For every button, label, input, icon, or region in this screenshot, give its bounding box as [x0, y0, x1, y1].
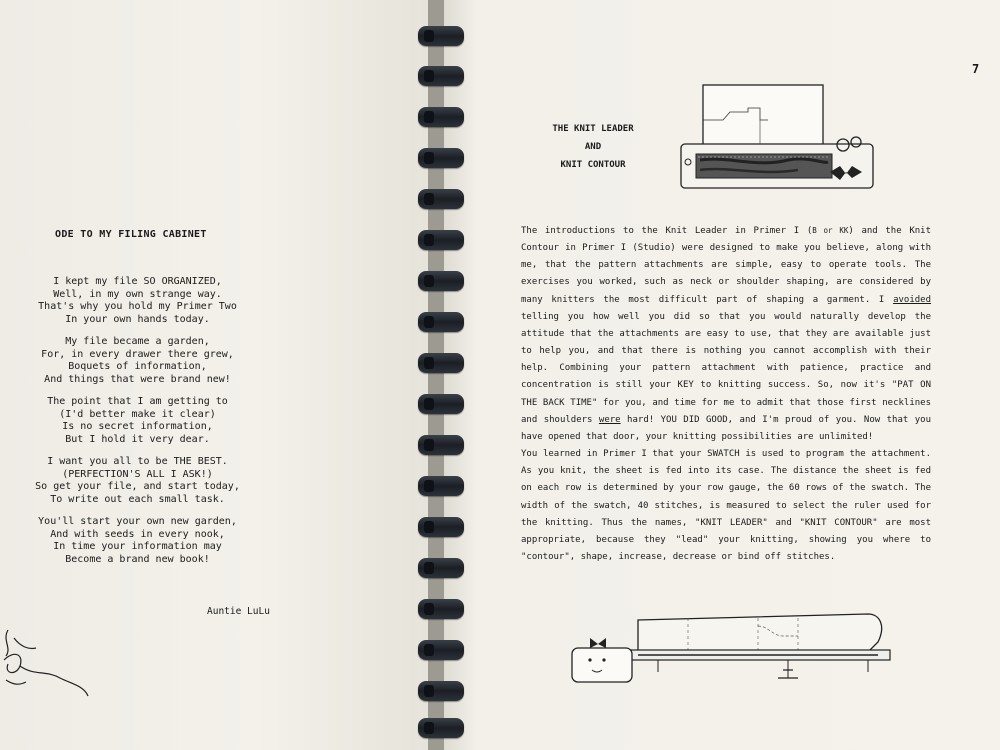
poem-title: ODE TO MY FILING CABINET — [55, 229, 207, 240]
poem-line: Well, in my own strange way. — [53, 288, 222, 300]
paragraph: You learned in Primer I that your SWATCH is used to program the attachment. As you knit, the sheet is fed into its case. The distance the sheet is fed on each row is determined by your row gauge, the 60 rows of the swatch. The width of the swatch, 40 stitches, is measured to select the ruler used for the knitting. Thus the names, "KNIT LEADER" and "KNIT CONTOUR" are most appropriate, because they "lead" your knitting, showing you where to "contour", shape, increase, decrease or bind off stitches. — [521, 449, 931, 562]
poem-line: And things that were brand new! — [44, 373, 231, 385]
poem-line: My file became a garden, — [65, 336, 210, 347]
spiral-coil — [418, 435, 464, 455]
poem-stanza — [10, 456, 265, 506]
spiral-coil — [418, 230, 464, 250]
poem-line: That's why you hold my Primer Two — [38, 301, 237, 312]
knit-contour-illustration — [568, 612, 898, 692]
poem-stanza — [10, 276, 265, 326]
poem-line: For, in every drawer there grew, — [41, 348, 234, 360]
body-text — [521, 222, 931, 566]
spiral-coil — [418, 476, 464, 496]
spiral-coil — [418, 148, 464, 168]
spiral-coil — [418, 681, 464, 701]
poem-line: Is no secret information, — [62, 421, 213, 432]
poem-line: But I hold it very dear. — [65, 433, 210, 445]
model-label: B or KK — [812, 226, 849, 235]
poem-line: I kept my file SO ORGANIZED, — [53, 276, 222, 287]
poem-line: Become a brand new book! — [65, 553, 210, 565]
poem — [10, 276, 265, 576]
poem-author: Auntie LuLu — [207, 606, 270, 617]
page-number: 7 — [972, 62, 980, 76]
poem-line: (PERFECTION'S ALL I ASK!) — [62, 468, 213, 480]
section-heading — [538, 120, 648, 174]
knit-leader-illustration — [678, 80, 888, 195]
spiral-coil — [418, 640, 464, 660]
spiral-coil — [418, 26, 464, 46]
spiral-coil — [418, 353, 464, 373]
heading-line: AND — [584, 142, 602, 152]
paragraph: The introductions to the Knit Leader in Primer I (B or KK) and the Knit Contour in Primer I (Studio) were designed to make you believe, along with me, that the pattern attachments are simple, easy to operate tools. The exercises you worked, such as neck or shoulder shaping, are considered by many knitters the most difficult part of shaping a garment. I avoided telling you how well you did so that you would naturally develop the attitude that the attachments are easy to use, that they are available just to help you, and that there is nothing you cannot accomplish with their help. Combining your pattern attachment with patience, practice and concentration is still your KEY to knitting success. So, now it's "PAT ON THE BACK TIME" for you, and time for me to admit that those first necklines and shoulders were hard! YOU DID GOOD, and I'm proud of you. Now that you have opened that door, your knitting possibilities are unlimited! — [521, 226, 931, 442]
poem-line: To write out each small task. — [50, 493, 225, 505]
poem-line: I want you all to be THE BEST. — [47, 456, 228, 467]
poem-line: You'll start your own new garden, — [38, 516, 237, 527]
poem-stanza — [10, 336, 265, 386]
poem-line: The point that I am getting to — [47, 396, 228, 407]
spiral-coil — [418, 394, 464, 414]
spiral-coil — [418, 107, 464, 127]
heading-line: THE KNIT LEADER — [552, 124, 634, 134]
left-page — [0, 0, 430, 750]
poem-stanza — [10, 516, 265, 566]
doodle-illustration — [0, 620, 95, 700]
poem-line: In time your information may — [53, 541, 222, 552]
spiral-coil — [418, 718, 464, 738]
underlined-word: were — [598, 414, 621, 425]
spiral-coil — [418, 66, 464, 86]
spiral-coil — [418, 189, 464, 209]
poem-line: So get your file, and start today, — [35, 481, 240, 492]
spiral-coil — [418, 517, 464, 537]
spiral-coil — [418, 599, 464, 619]
spiral-coil — [418, 558, 464, 578]
poem-stanza — [10, 396, 265, 446]
poem-line: And with seeds in every nook, — [50, 528, 225, 540]
poem-line: (I'd better make it clear) — [59, 408, 216, 420]
poem-line: Boquets of information, — [68, 361, 207, 372]
spiral-coil — [418, 312, 464, 332]
heading-line: KNIT CONTOUR — [560, 160, 626, 170]
spiral-coil — [418, 271, 464, 291]
underlined-word: avoided — [893, 294, 931, 305]
poem-line: In your own hands today. — [65, 313, 210, 325]
